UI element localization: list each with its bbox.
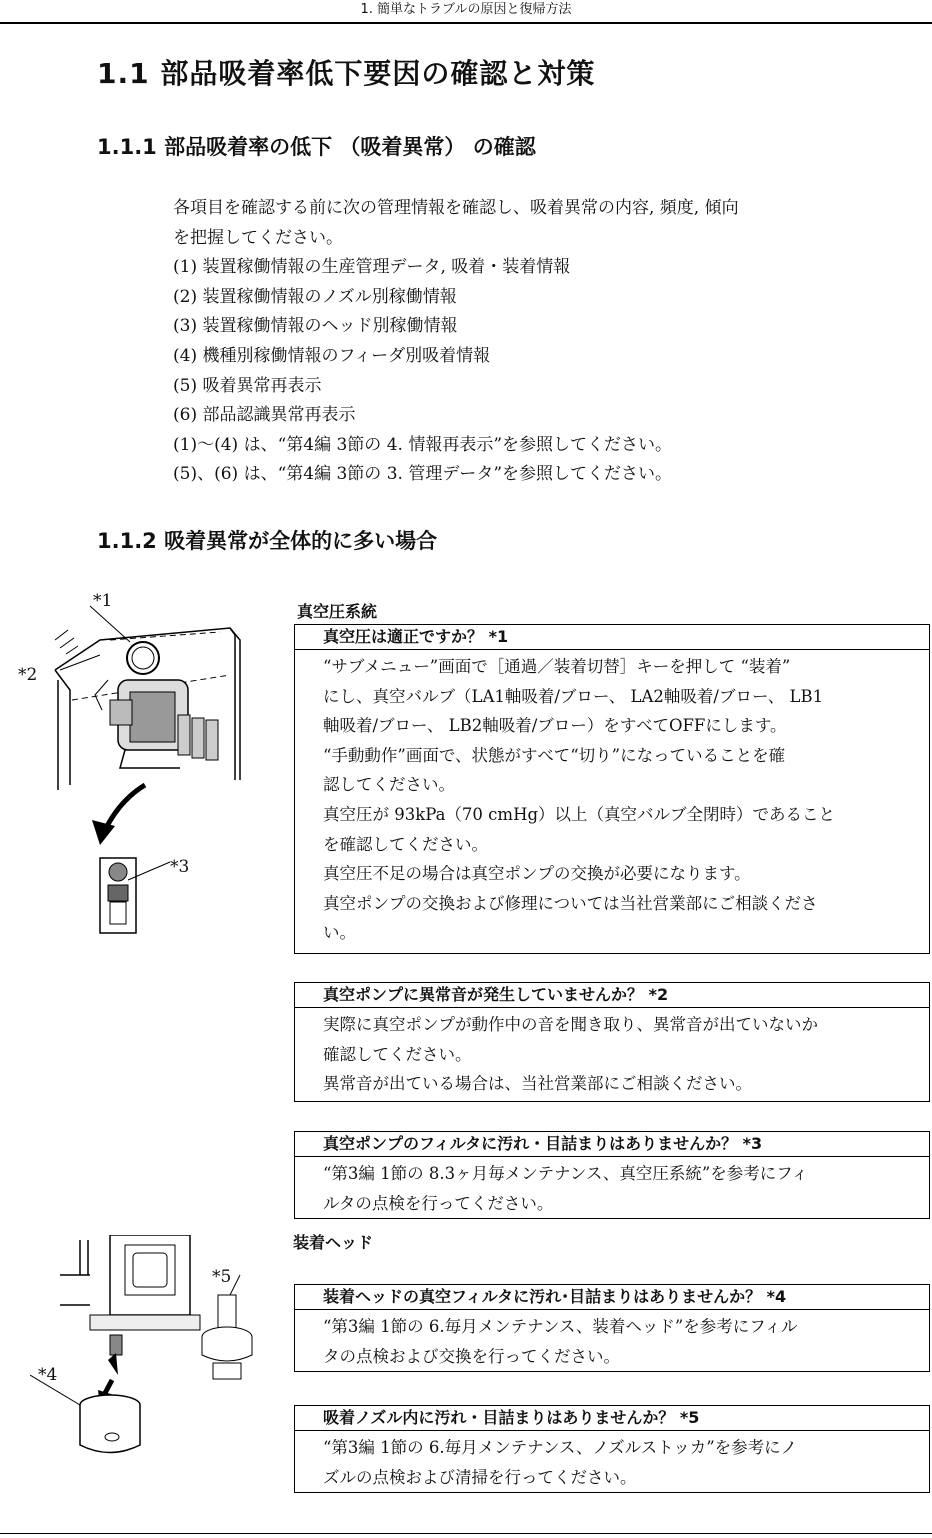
section-title: 1.1 部品吸着率低下要因の確認と対策 <box>97 57 596 90</box>
label-marker-3: *3 <box>170 857 190 877</box>
intro-line: (4) 機種別稼働情報のフィーダ別吸着情報 <box>173 345 491 366</box>
check-answer <box>295 650 929 950</box>
intro-text <box>173 194 739 490</box>
intro-line: (6) 部品認識異常再表示 <box>173 405 356 426</box>
check-box-head-filter <box>294 1284 930 1372</box>
check-question: 真空圧は適正ですか？ *1 <box>295 625 929 650</box>
answer-line: を確認してください。 <box>323 834 488 854</box>
check-question: 装着ヘッドの真空フィルタに汚れ･目詰まりはありませんか？ *4 <box>295 1285 929 1310</box>
intro-line: (1) 装置稼働情報の生産管理データ, 吸着・装着情報 <box>173 257 571 278</box>
check-answer <box>295 1157 929 1220</box>
check-box-pump-noise <box>294 982 930 1102</box>
intro-line: (2) 装置稼働情報のノズル別稼働情報 <box>173 286 457 307</box>
intro-line: (5)、(6) は、“第4編 3節の 3. 管理データ”を参照してください。 <box>173 464 673 485</box>
check-question: 吸着ノズル内に汚れ・目詰まりはありませんか？ *5 <box>295 1406 929 1431</box>
subsection-title-1-1-2: 1.1.2 吸着異常が全体的に多い場合 <box>97 529 438 553</box>
check-question: 真空ポンプに異常音が発生していませんか？ *2 <box>295 983 929 1008</box>
answer-line: 異常音が出ている場合は、当社営業部にご相談ください。 <box>323 1074 752 1094</box>
answer-line: “サブメニュー”画面で［通過／装着切替］キーを押して “装着” <box>323 657 791 676</box>
running-header: 1. 簡単なトラブルの原因と復帰方法 <box>0 0 932 24</box>
check-answer <box>295 1431 929 1494</box>
mounting-head-illustration <box>30 1235 280 1465</box>
intro-line: (1)～(4) は、“第4編 3節の 4. 情報再表示”を参照してください。 <box>173 434 673 455</box>
answer-line: “第3編 1節の 6.毎月メンテナンス、ノズルストッカ”を参考にノ <box>323 1438 798 1457</box>
intro-line: (5) 吸着異常再表示 <box>173 375 322 396</box>
group-head-title: 装着ヘッド <box>293 1233 374 1252</box>
answer-line: 確認してください。 <box>323 1044 472 1064</box>
subsection-title-1-1-1: 1.1.1 部品吸着率の低下 （吸着異常） の確認 <box>97 135 536 159</box>
check-box-vacuum-pressure <box>294 624 930 954</box>
label-marker-2: *2 <box>18 665 38 685</box>
answer-line: 認してください。 <box>323 775 455 795</box>
answer-line: 実際に真空ポンプが動作中の音を聞き取り、異常音が出ていないか <box>323 1015 818 1034</box>
check-question: 真空ポンプのフィルタに汚れ・目詰まりはありませんか？ *3 <box>295 1132 929 1157</box>
intro-line: を把握してください。 <box>173 227 343 248</box>
label-marker-5: *5 <box>212 1267 232 1287</box>
intro-line: (3) 装置稼働情報のヘッド別稼働情報 <box>173 316 458 337</box>
answer-line: “手動動作”画面で、状態がすべて“切り”になっていることを確 <box>323 745 786 765</box>
answer-line: タの点検および交換を行ってください。 <box>323 1346 620 1366</box>
label-marker-1: *1 <box>93 591 113 611</box>
answer-line: ルタの点検を行ってください。 <box>323 1193 554 1213</box>
answer-line: い。 <box>323 923 356 943</box>
check-answer <box>295 1008 929 1101</box>
group-vacuum-title: 真空圧系統 <box>297 602 378 621</box>
footer-rule <box>0 1533 932 1534</box>
check-box-nozzle <box>294 1405 930 1493</box>
check-box-pump-filter <box>294 1131 930 1219</box>
answer-line: 真空圧が 93kPa（70 cmHg）以上（真空バルブ全閉時）であること <box>323 804 836 824</box>
answer-line: ズルの点検および清掃を行ってください。 <box>323 1467 637 1487</box>
answer-line: “第3編 1節の 6.毎月メンテナンス、装着ヘッド”を参考にフィル <box>323 1317 798 1336</box>
answer-line: 真空圧不足の場合は真空ポンプの交換が必要になります。 <box>323 864 751 884</box>
intro-line: 各項目を確認する前に次の管理情報を確認し、吸着異常の内容, 頻度, 傾向 <box>173 198 739 218</box>
answer-line: 真空ポンプの交換および修理については当社営業部にご相談くださ <box>323 893 818 913</box>
answer-line: “第3編 1節の 8.3ヶ月毎メンテナンス、真空圧系統”を参考にフィ <box>323 1164 808 1183</box>
answer-line: 軸吸着/ブロー、 LB2軸吸着/ブロー）をすべてOFFにします。 <box>323 716 787 736</box>
label-marker-4: *4 <box>38 1365 58 1385</box>
check-answer <box>295 1310 929 1373</box>
vacuum-pump-illustration <box>30 600 250 940</box>
answer-line: にし、真空バルブ（LA1軸吸着/ブロー、 LA2軸吸着/ブロー、 LB1 <box>323 686 824 706</box>
